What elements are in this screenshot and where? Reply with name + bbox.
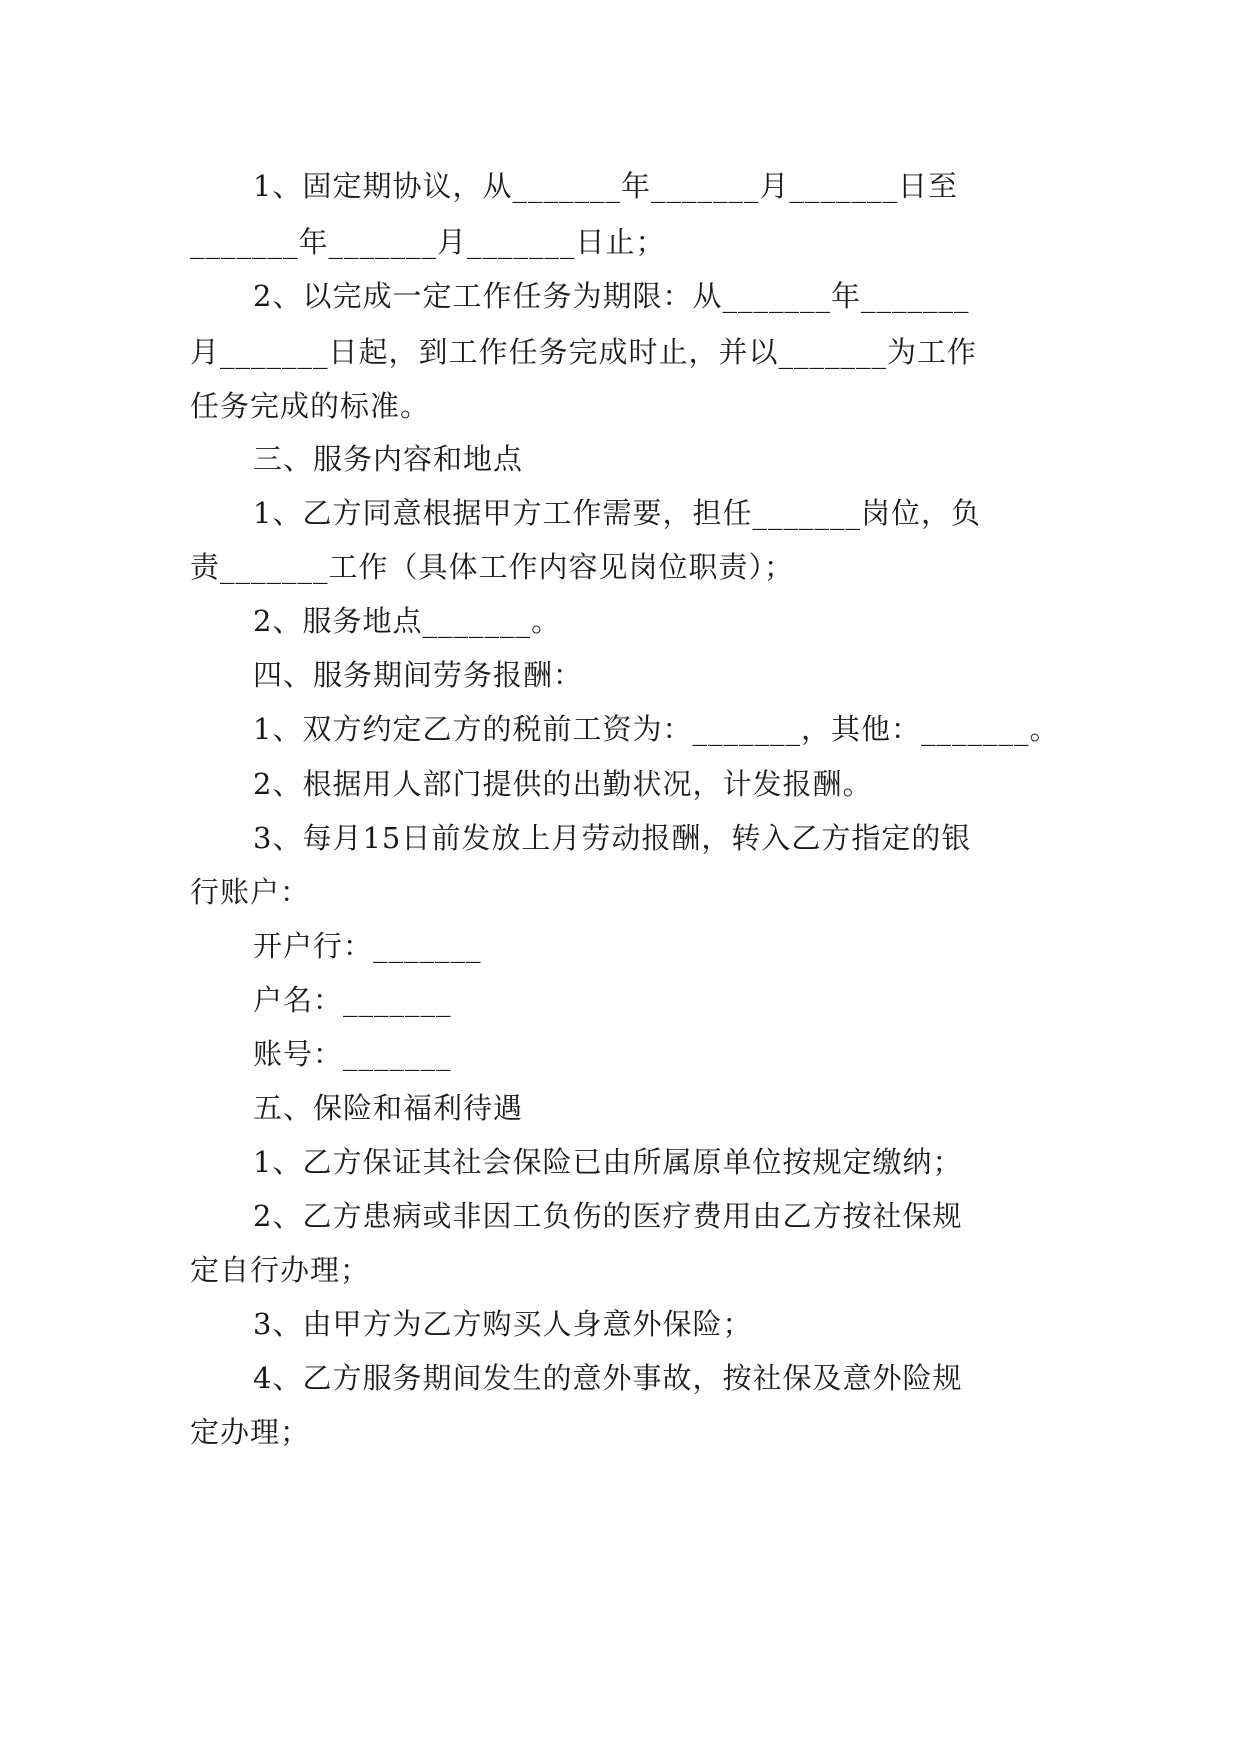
section-5-clause-4-cont: 定办理； xyxy=(190,1415,311,1449)
section-4-heading: 四、服务期间劳务报酬： xyxy=(253,658,584,692)
section-5-heading: 五、保险和福利待遇 xyxy=(253,1091,524,1125)
section-4-clause-2: 2、根据用人部门提供的出勤状况，计发报酬。 xyxy=(253,767,873,801)
clause-2-task-term: 2、以完成一定工作任务为期限：从_______年_______ xyxy=(253,279,970,313)
section-3-heading: 三、服务内容和地点 xyxy=(253,442,524,476)
clause-2-task-term-cont: 月_______日起，到工作任务完成时止，并以_______为工作 xyxy=(190,335,978,369)
section-4-clause-3-cont: 行账户： xyxy=(190,875,311,909)
bank-name-field: 开户行：_______ xyxy=(253,929,482,963)
section-4-clause-3: 3、每月15日前发放上月劳动报酬，转入乙方指定的银 xyxy=(253,821,972,855)
section-5-clause-1: 1、乙方保证其社会保险已由所属原单位按规定缴纳； xyxy=(253,1145,963,1179)
account-number-field: 账号：_______ xyxy=(253,1037,452,1071)
section-3-clause-1: 1、乙方同意根据甲方工作需要，担任_______岗位，负 xyxy=(253,496,981,530)
account-name-field: 户名：_______ xyxy=(253,983,452,1017)
section-5-clause-4: 4、乙方服务期间发生的意外事故，按社保及意外险规 xyxy=(253,1361,963,1395)
clause-1-fixed-term: 1、固定期协议，从_______年_______月_______日至 xyxy=(253,169,958,203)
section-5-clause-2-cont: 定自行办理； xyxy=(190,1253,371,1287)
section-5-clause-3: 3、由甲方为乙方购买人身意外保险； xyxy=(253,1307,753,1341)
section-3-clause-1-cont: 责_______工作（具体工作内容见岗位职责）； xyxy=(190,550,795,584)
section-5-clause-2: 2、乙方患病或非因工负伤的医疗费用由乙方按社保规 xyxy=(253,1199,963,1233)
section-3-clause-2: 2、服务地点_______。 xyxy=(253,604,561,638)
section-4-clause-1: 1、双方约定乙方的税前工资为：_______，其他：_______。 xyxy=(253,712,1060,746)
clause-1-fixed-term-cont: _______年_______月_______日止； xyxy=(190,225,666,259)
clause-2-task-term-end: 任务完成的标准。 xyxy=(190,389,431,423)
